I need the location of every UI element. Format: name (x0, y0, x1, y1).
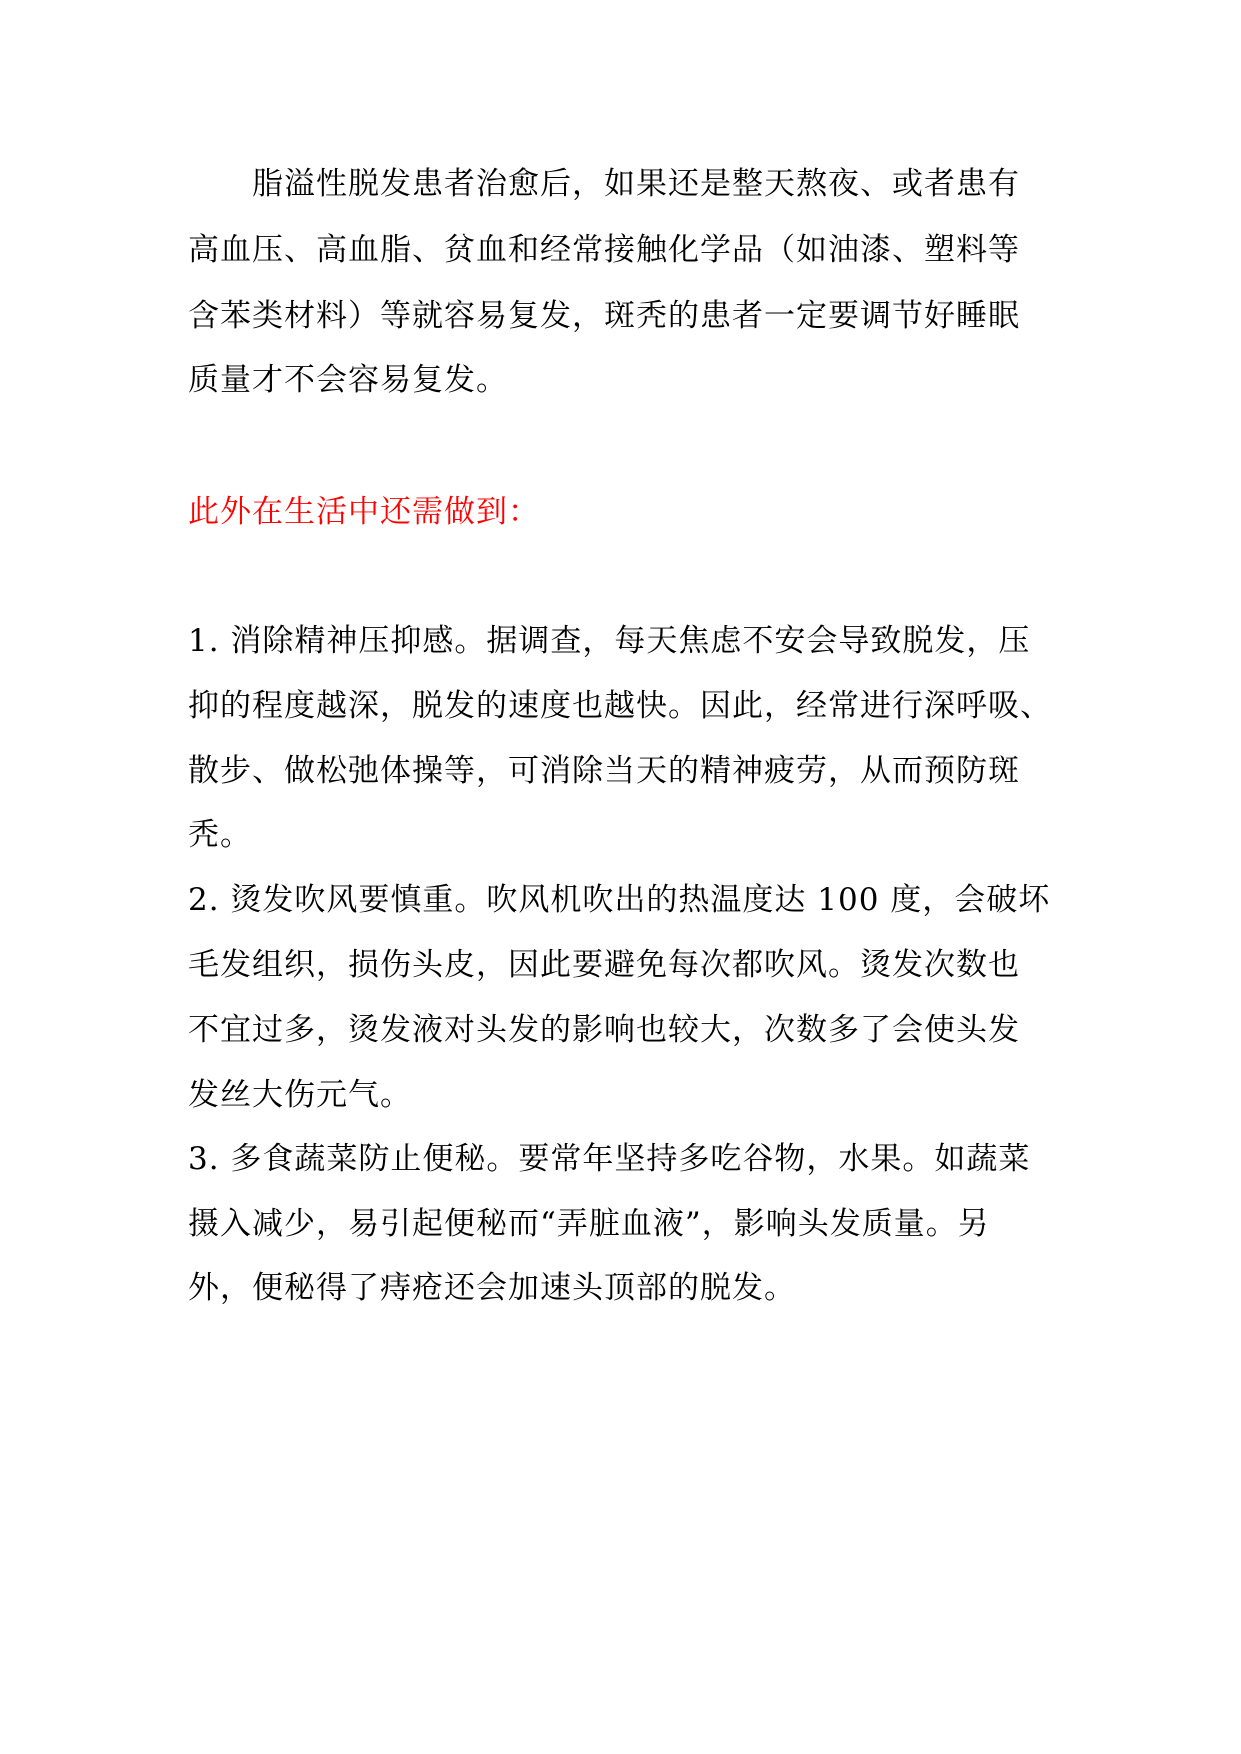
item1-line-4: 秃。 (188, 817, 252, 853)
paragraph1-line-1: 脂溢性脱发患者治愈后，如果还是整天熬夜、或者患有 (252, 166, 1020, 202)
item3-line-3: 外，便秘得了痔疮还会加速头顶部的脱发。 (188, 1270, 796, 1306)
item2-line-4: 发丝大伤元气。 (188, 1077, 412, 1113)
item3-line-1: 3. 多食蔬菜防止便秘。要常年坚持多吃谷物，水果。如蔬菜 (188, 1141, 1031, 1177)
item2-line-1: 2. 烫发吹风要慎重。吹风机吹出的热温度达 100 度，会破坏 (188, 882, 1051, 918)
item1-line-2: 抑的程度越深，脱发的速度也越快。因此，经常进行深呼吸、 (188, 688, 1052, 724)
item2-line-3: 不宜过多，烫发液对头发的影响也较大，次数多了会使头发 (188, 1012, 1020, 1048)
item3-line-2: 摄入减少，易引起便秘而“弄脏血液”，影响头发质量。另 (188, 1206, 990, 1242)
item1-line-3: 散步、做松弛体操等，可消除当天的精神疲劳，从而预防斑 (188, 753, 1020, 789)
item1-line-1: 1. 消除精神压抑感。据调查，每天焦虑不安会导致脱发，压 (188, 623, 1031, 659)
item2-line-2: 毛发组织，损伤头皮，因此要避免每次都吹风。烫发次数也 (188, 947, 1020, 983)
paragraph1-line-3: 含苯类材料）等就容易复发，斑秃的患者一定要调节好睡眠 (188, 298, 1020, 334)
paragraph1-line-4: 质量才不会容易复发。 (188, 362, 508, 398)
section-heading: 此外在生活中还需做到： (188, 494, 540, 530)
paragraph1-line-2: 高血压、高血脂、贫血和经常接触化学品（如油漆、塑料等 (188, 232, 1020, 268)
